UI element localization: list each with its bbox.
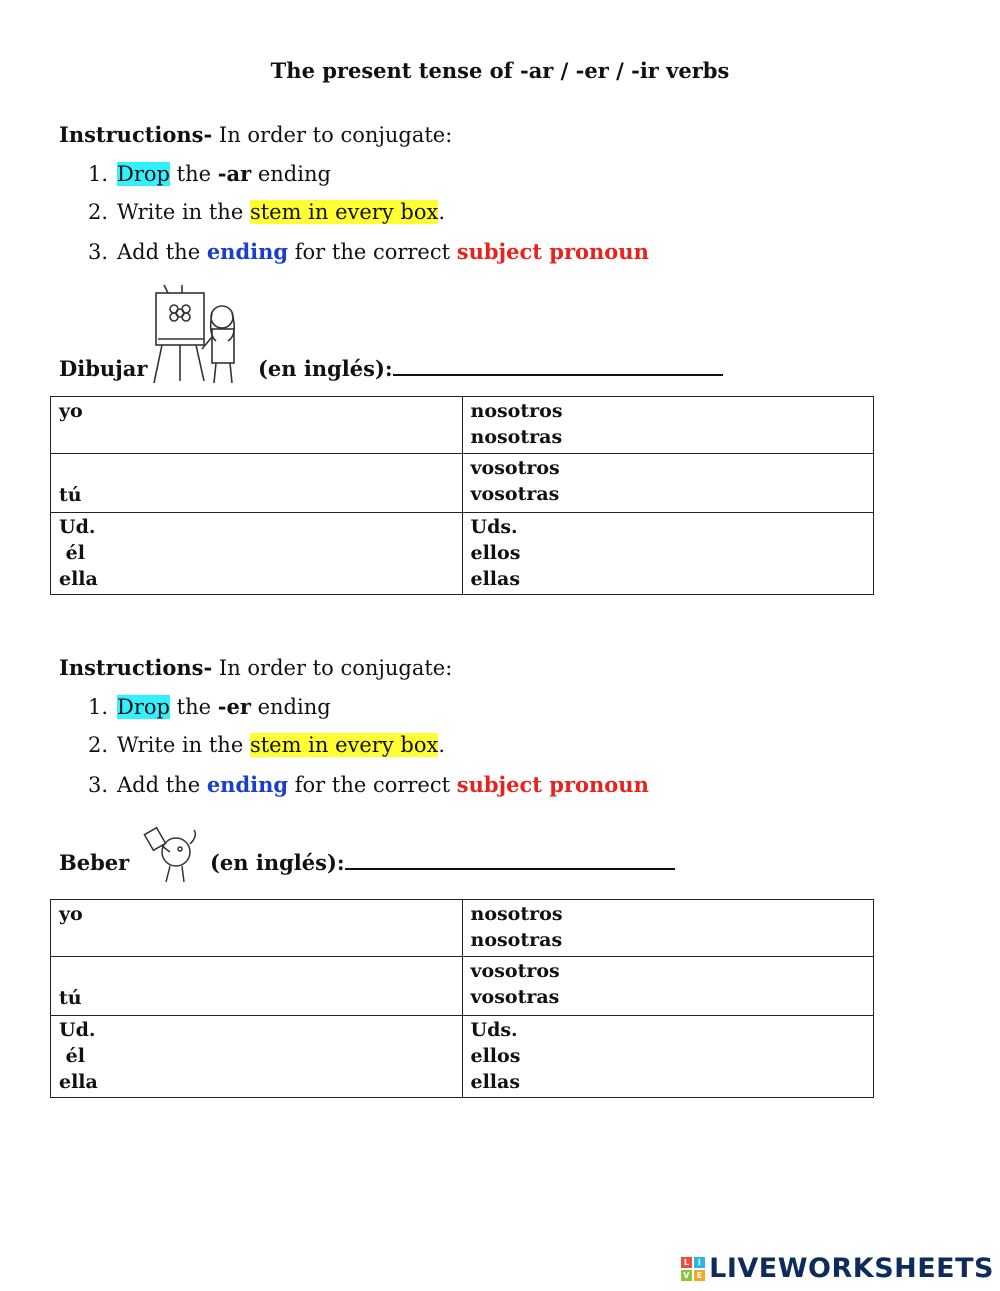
logo-text: LIVEWORKSHEETS [709, 1253, 994, 1284]
conjugation-table-er [50, 899, 874, 1098]
subject-pronoun-word: subject pronoun [456, 239, 649, 264]
cell-vosotros[interactable]: vosotros vosotras [462, 454, 874, 513]
cell-yo[interactable]: yo [51, 900, 463, 957]
step-2: 2. Write in the stem in every box. [88, 200, 445, 224]
english-label: (en inglés): [210, 850, 345, 875]
cell-tu[interactable]: tú [51, 957, 463, 1016]
verb-beber: Beber [59, 850, 130, 875]
cell-nosotros[interactable]: nosotros nosotras [462, 900, 874, 957]
cell-nosotros[interactable]: nosotros nosotras [462, 397, 874, 454]
cell-ud-el-ella[interactable]: Ud. él ella [51, 513, 463, 595]
stem-highlight: stem in every box [249, 733, 439, 757]
step-3: 3. Add the ending for the correct subject pronoun [88, 239, 649, 264]
instructions-text: In order to conjugate: [218, 123, 453, 147]
cell-tu[interactable]: tú [51, 454, 463, 513]
cell-vosotros[interactable]: vosotros vosotras [462, 957, 874, 1016]
step-1: 1. Drop the -er ending [88, 694, 331, 719]
cell-uds-ellos-ellas[interactable]: Uds. ellos ellas [462, 1016, 874, 1098]
conjugation-table-ar [50, 396, 874, 595]
kid-drinking-illustration [140, 822, 206, 886]
ending-suffix: -ar [217, 161, 252, 186]
instructions-line [59, 122, 452, 147]
liveworksheets-logo [681, 1253, 994, 1284]
ending-suffix: -er [217, 694, 251, 719]
verb-dibujar: Dibujar [59, 356, 148, 381]
english-answer-blank[interactable] [393, 356, 723, 376]
cell-ud-el-ella[interactable]: Ud. él ella [51, 1016, 463, 1098]
english-label: (en inglés): [258, 356, 393, 381]
subject-pronoun-word: subject pronoun [456, 772, 649, 797]
instructions-text: In order to conjugate: [218, 656, 453, 680]
english-translation-line [210, 850, 675, 875]
instructions-label: Instructions- [59, 655, 213, 680]
instructions-label: Instructions- [59, 122, 213, 147]
page-title: The present tense of -ar / -er / -ir verbs [270, 58, 730, 83]
step-3: 3. Add the ending for the correct subject pronoun [88, 772, 649, 797]
cell-uds-ellos-ellas[interactable]: Uds. ellos ellas [462, 513, 874, 595]
instructions-line [59, 655, 452, 680]
drop-highlight: Drop [117, 695, 170, 719]
step-1: 1. Drop the -ar ending [88, 161, 331, 186]
cell-yo[interactable]: yo [51, 397, 463, 454]
english-answer-blank[interactable] [345, 850, 675, 870]
english-translation-line [258, 356, 723, 381]
ending-word: ending [206, 239, 289, 264]
step-2: 2. Write in the stem in every box. [88, 733, 445, 757]
drop-highlight: Drop [117, 162, 170, 186]
logo-blocks-icon: L I V E [681, 1257, 705, 1281]
ending-word: ending [206, 772, 289, 797]
girl-drawing-easel-illustration [146, 283, 250, 387]
stem-highlight: stem in every box [249, 200, 439, 224]
